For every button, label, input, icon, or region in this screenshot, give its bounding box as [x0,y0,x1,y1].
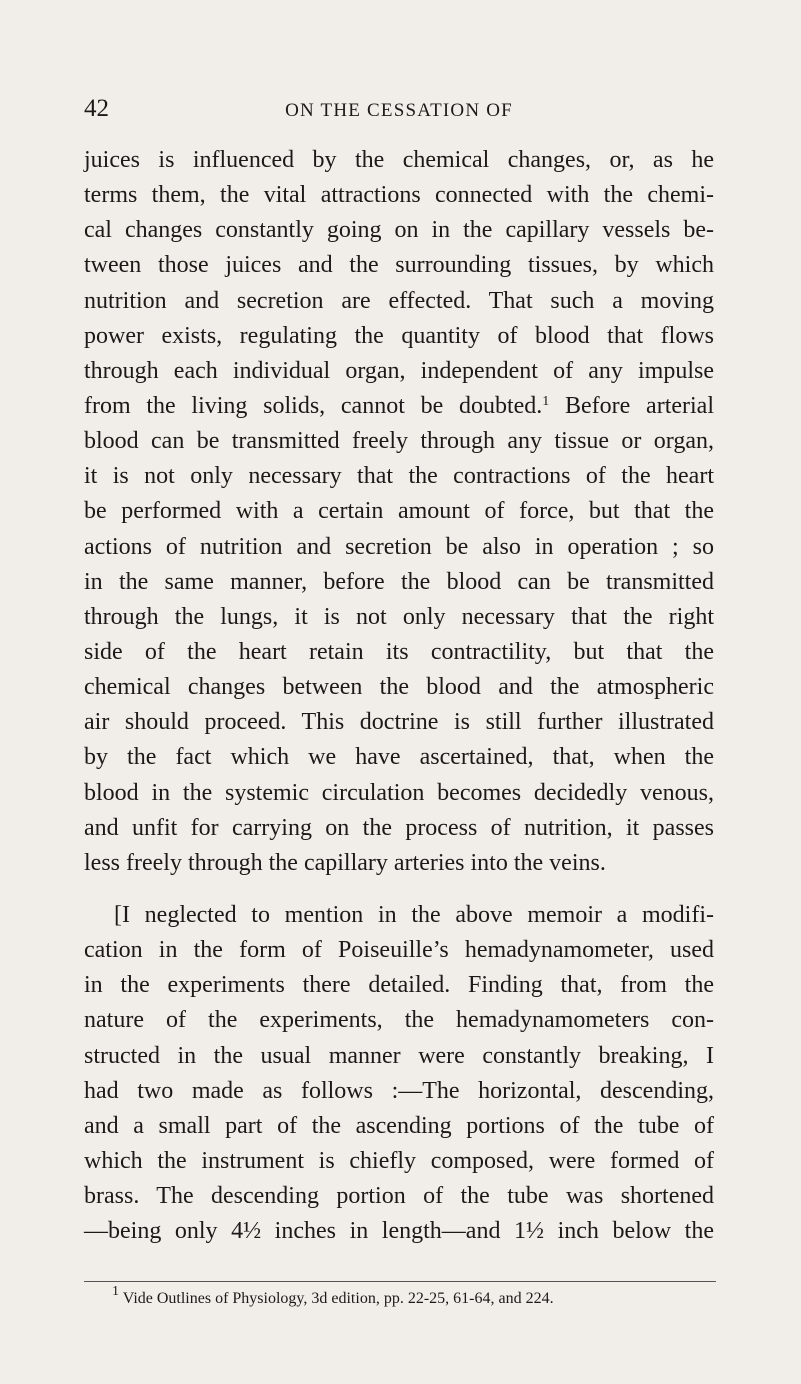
running-title: ON THE CESSATION OF [285,100,513,121]
text-line: nature of the experiments, the hemadynamometers con- [84,1007,714,1034]
text-line: power exists, regulating the quantity of blood that flows [84,322,714,349]
text-segment: from the living solids, cannot be doubted. [84,392,543,419]
text-line: chemical changes between the blood and the atmospheric [84,674,714,701]
text-line: through the lungs, it is not only necessary that the right [84,603,714,630]
footnote-ref: 1 [542,393,550,409]
text-line: in the experiments there detailed. Finding that, from the [84,972,714,999]
text-line: by the fact which we have ascertained, that, when the [84,744,714,771]
text-line-with-footnote-ref [84,389,714,424]
text-line: —being only 4½ inches in length—and 1½ inch below the [84,1218,714,1245]
text-line: and unfit for carrying on the process of nutrition, it passes [84,814,714,841]
paragraph-gap [84,881,714,898]
text-line: blood in the systemic circulation becomes decidedly venous, [84,779,714,806]
text-line: and a small part of the ascending portions of the tube of [84,1112,714,1139]
text-line: cation in the form of Poiseuille’s hemadynamometer, used [84,937,714,964]
text-line: tween those juices and the surrounding tissues, by which [84,252,714,279]
text-line: side of the heart retain its contractility, but that the [84,638,714,665]
text-line: actions of nutrition and secretion be also in operation ; so [84,533,714,560]
text-line: less freely through the capillary arteries into the veins. [84,849,606,876]
text-line: brass. The descending portion of the tube was shortened [84,1183,714,1210]
page-number: 42 [84,95,109,122]
paragraph-2 [84,898,714,1249]
text-line: blood can be transmitted freely through any tissue or organ, [84,428,714,455]
text-line: juices is influenced by the chemical changes, or, as he [84,147,714,173]
footnote [112,1284,554,1308]
page-header [84,95,714,125]
footnote-divider [84,1281,716,1282]
text-line: which the instrument is chiefly composed, were formed of [84,1147,714,1174]
text-line: nutrition and secretion are effected. That such a moving [84,287,714,314]
text-line: through each individual organ, independent of any impulse [84,357,714,384]
footnote-marker: 1 [112,1284,119,1299]
text-line: [I neglected to mention in the above memoir a modifi- [114,901,714,928]
text-line: structed in the usual manner were constantly breaking, I [84,1042,714,1069]
text-line: be performed with a certain amount of force, but that the [84,498,714,525]
text-line: cal changes constantly going on in the capillary vessels be- [84,217,714,244]
body-text [84,143,714,1249]
text-line: in the same manner, before the blood can be transmitted [84,568,714,595]
text-line: terms them, the vital attractions connected with the chemi- [84,182,714,209]
text-line: had two made as follows :—The horizontal, descending, [84,1077,714,1104]
footnote-text: Vide Outlines of Physiology, 3d edition, pp. 22-25, 61-64, and 224. [122,1290,554,1307]
text-line: air should proceed. This doctrine is still further illustrated [84,709,714,736]
paragraph-1 [84,143,714,881]
text-line: it is not only necessary that the contractions of the heart [84,463,714,490]
text-segment: Before arterial [549,392,714,419]
